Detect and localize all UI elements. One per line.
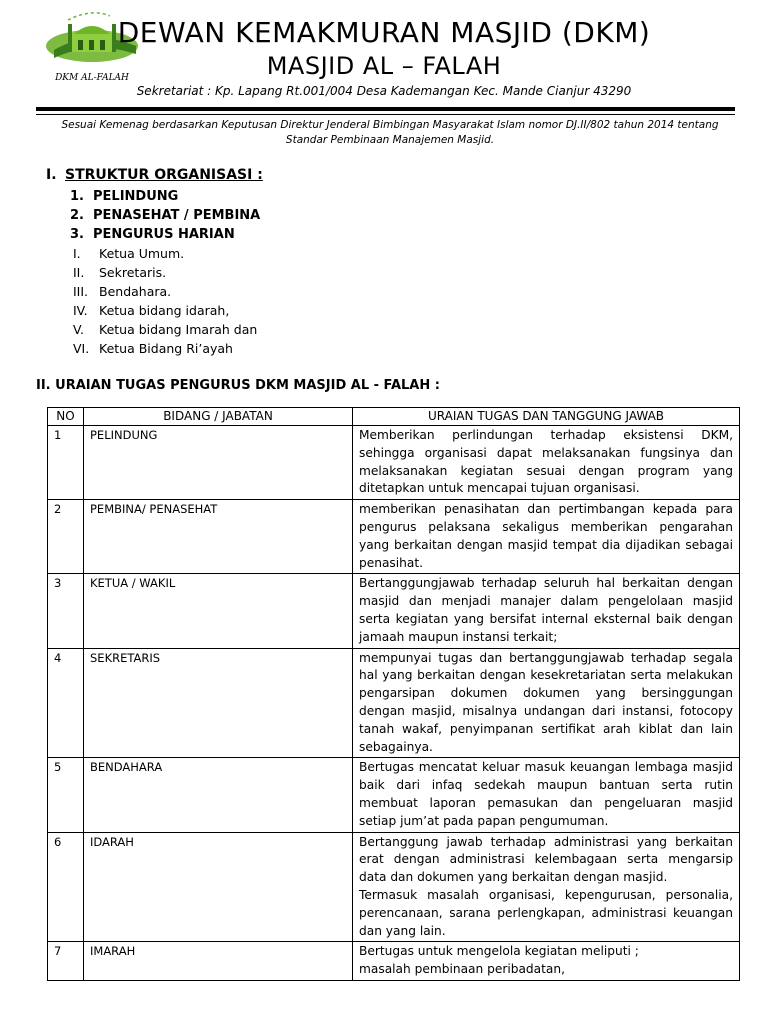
cell-bidang: IDARAH	[84, 832, 353, 942]
list-item	[73, 282, 257, 301]
list-item	[73, 320, 257, 339]
table-row	[48, 648, 740, 758]
list-label: Bendahara.	[99, 284, 172, 299]
cell-no: 5	[48, 758, 84, 832]
list-marker: II.	[73, 265, 85, 280]
list-marker: 1.	[70, 189, 84, 204]
cell-uraian	[353, 758, 740, 832]
duty-text: Bertugas untuk mengelola kegiatan meliputi ;	[359, 944, 639, 959]
cell-no: 2	[48, 500, 84, 574]
list-label: Ketua Bidang Ri’ayah	[99, 341, 233, 356]
daily-board-list	[73, 244, 257, 358]
cell-uraian	[353, 832, 740, 942]
duty-text: Bertanggung jawab terhadap administrasi yang berkaitan erat dengan administrasi kelembagaan serta mengarsip data dan dokumen yang berkaitan dengan masjid.	[359, 834, 733, 885]
list-item	[70, 187, 260, 206]
list-label: Sekretaris.	[99, 265, 167, 280]
list-label: Ketua bidang idarah,	[99, 303, 230, 318]
table-row	[48, 832, 740, 942]
duty-text: Termasuk masalah organisasi, kepengurusan, personalia, perencanaan, sarana perlengkapan, administrasi keuangan dan yang lain.	[359, 887, 733, 938]
section-1-title: STRUKTUR ORGANISASI :	[65, 167, 263, 183]
header-rule-thick	[36, 107, 735, 111]
cell-uraian	[353, 426, 740, 500]
table-row	[48, 942, 740, 981]
list-item	[73, 339, 257, 358]
cell-bidang: IMARAH	[84, 942, 353, 981]
legal-basis-note: Sesuai Kemenag berdasarkan Keputusan Direktur Jenderal Bimbingan Masyarakat Islam nomor DJ.II/802 tahun 2014 tentang Standar Pembinaan Manajemen Masjid.	[61, 119, 719, 146]
cell-uraian	[353, 500, 740, 574]
logo-caption: DKM AL-FALAH	[55, 73, 129, 83]
list-item	[73, 244, 257, 263]
header-uraian: URAIAN TUGAS DAN TANGGUNG JAWAB	[353, 408, 740, 426]
list-item	[73, 301, 257, 320]
list-marker: IV.	[73, 303, 88, 318]
header-bidang: BIDANG / JABATAN	[84, 408, 353, 426]
cell-no: 7	[48, 942, 84, 981]
header-rule-thin	[36, 114, 735, 115]
structure-list	[70, 187, 260, 244]
list-marker: VI.	[73, 341, 90, 356]
cell-bidang: SEKRETARIS	[84, 648, 353, 758]
table-row	[48, 574, 740, 648]
section-1-number: I.	[46, 167, 57, 183]
duty-text: Bertanggungjawab terhadap seluruh hal berkaitan dengan masjid dan menjadi manajer dalam pengelolaan masjid serta kegiatan yang bersifat internal eksternal baik dengan jamaah maupun instansi terkait;	[359, 576, 733, 644]
cell-uraian	[353, 574, 740, 648]
list-item	[70, 225, 260, 244]
list-marker: V.	[73, 322, 84, 337]
table-row	[48, 500, 740, 574]
table-row	[48, 758, 740, 832]
duty-text: Memberikan perlindungan terhadap eksistensi DKM, sehingga organisasi dapat melaksanakan fungsinya dan melaksanakan kegiatan sesuai dengan program yang ditetapkan untuk mencapai tujuan organisasi.	[359, 428, 733, 496]
page-subtitle: MASJID AL – FALAH	[266, 52, 502, 80]
cell-no: 1	[48, 426, 84, 500]
list-marker: 2.	[70, 208, 84, 223]
cell-bidang: BENDAHARA	[84, 758, 353, 832]
list-label: PENGURUS HARIAN	[93, 227, 235, 242]
list-marker: 3.	[70, 227, 84, 242]
header-no: NO	[48, 408, 84, 426]
cell-no: 4	[48, 648, 84, 758]
cell-bidang: PELINDUNG	[84, 426, 353, 500]
cell-uraian	[353, 942, 740, 981]
cell-no: 6	[48, 832, 84, 942]
duty-text: Bertugas mencatat keluar masuk keuangan lembaga masjid baik dari infaq sedekah maupun bantuan serta rutin membuat laporan pemasukan dan pengeluaran masjid setiap jum’at pada papan pengumuman.	[359, 760, 733, 828]
list-marker: III.	[73, 284, 89, 299]
cell-no: 3	[48, 574, 84, 648]
duty-text: memberikan penasihatan dan pertimbangan kepada para pengurus pelaksana sekaligus memberikan pengarahan yang berkaitan dengan masjid tempat dia dijadikan sebagai penasihat.	[359, 502, 733, 570]
cell-uraian	[353, 648, 740, 758]
table-row	[48, 426, 740, 500]
list-item	[70, 206, 260, 225]
section-1-heading	[46, 167, 263, 183]
list-item	[73, 263, 257, 282]
list-label: Ketua Umum.	[99, 246, 185, 261]
duty-text: mempunyai tugas dan bertanggungjawab terhadap segala hal yang berkaitan dengan kesekretariatan serta melakukan pengarsipan dokumen dokumen yang bersinggungan dengan masjid, misalnya undangan dari instansi, fotocopy tanah wakaf, penyimpanan sertifikat arah kiblat dan lain sebagainya.	[359, 650, 733, 754]
section-2-heading: II. URAIAN TUGAS PENGURUS DKM MASJID AL - FALAH :	[36, 378, 440, 393]
cell-bidang: KETUA / WAKIL	[84, 574, 353, 648]
list-label: PELINDUNG	[93, 189, 179, 204]
cell-bidang: PEMBINA/ PENASEHAT	[84, 500, 353, 574]
page-title: DEWAN KEMAKMURAN MASJID (DKM)	[117, 16, 651, 49]
address-line: Sekretariat : Kp. Lapang Rt.001/004 Desa Kademangan Kec. Mande Cianjur 43290	[136, 84, 632, 98]
duties-table	[47, 407, 740, 981]
list-label: PENASEHAT / PEMBINA	[93, 208, 261, 223]
table-header-row	[48, 408, 740, 426]
duty-text: masalah pembinaan peribadatan,	[359, 962, 565, 977]
list-marker: I.	[73, 246, 81, 261]
list-label: Ketua bidang Imarah dan	[99, 322, 258, 337]
